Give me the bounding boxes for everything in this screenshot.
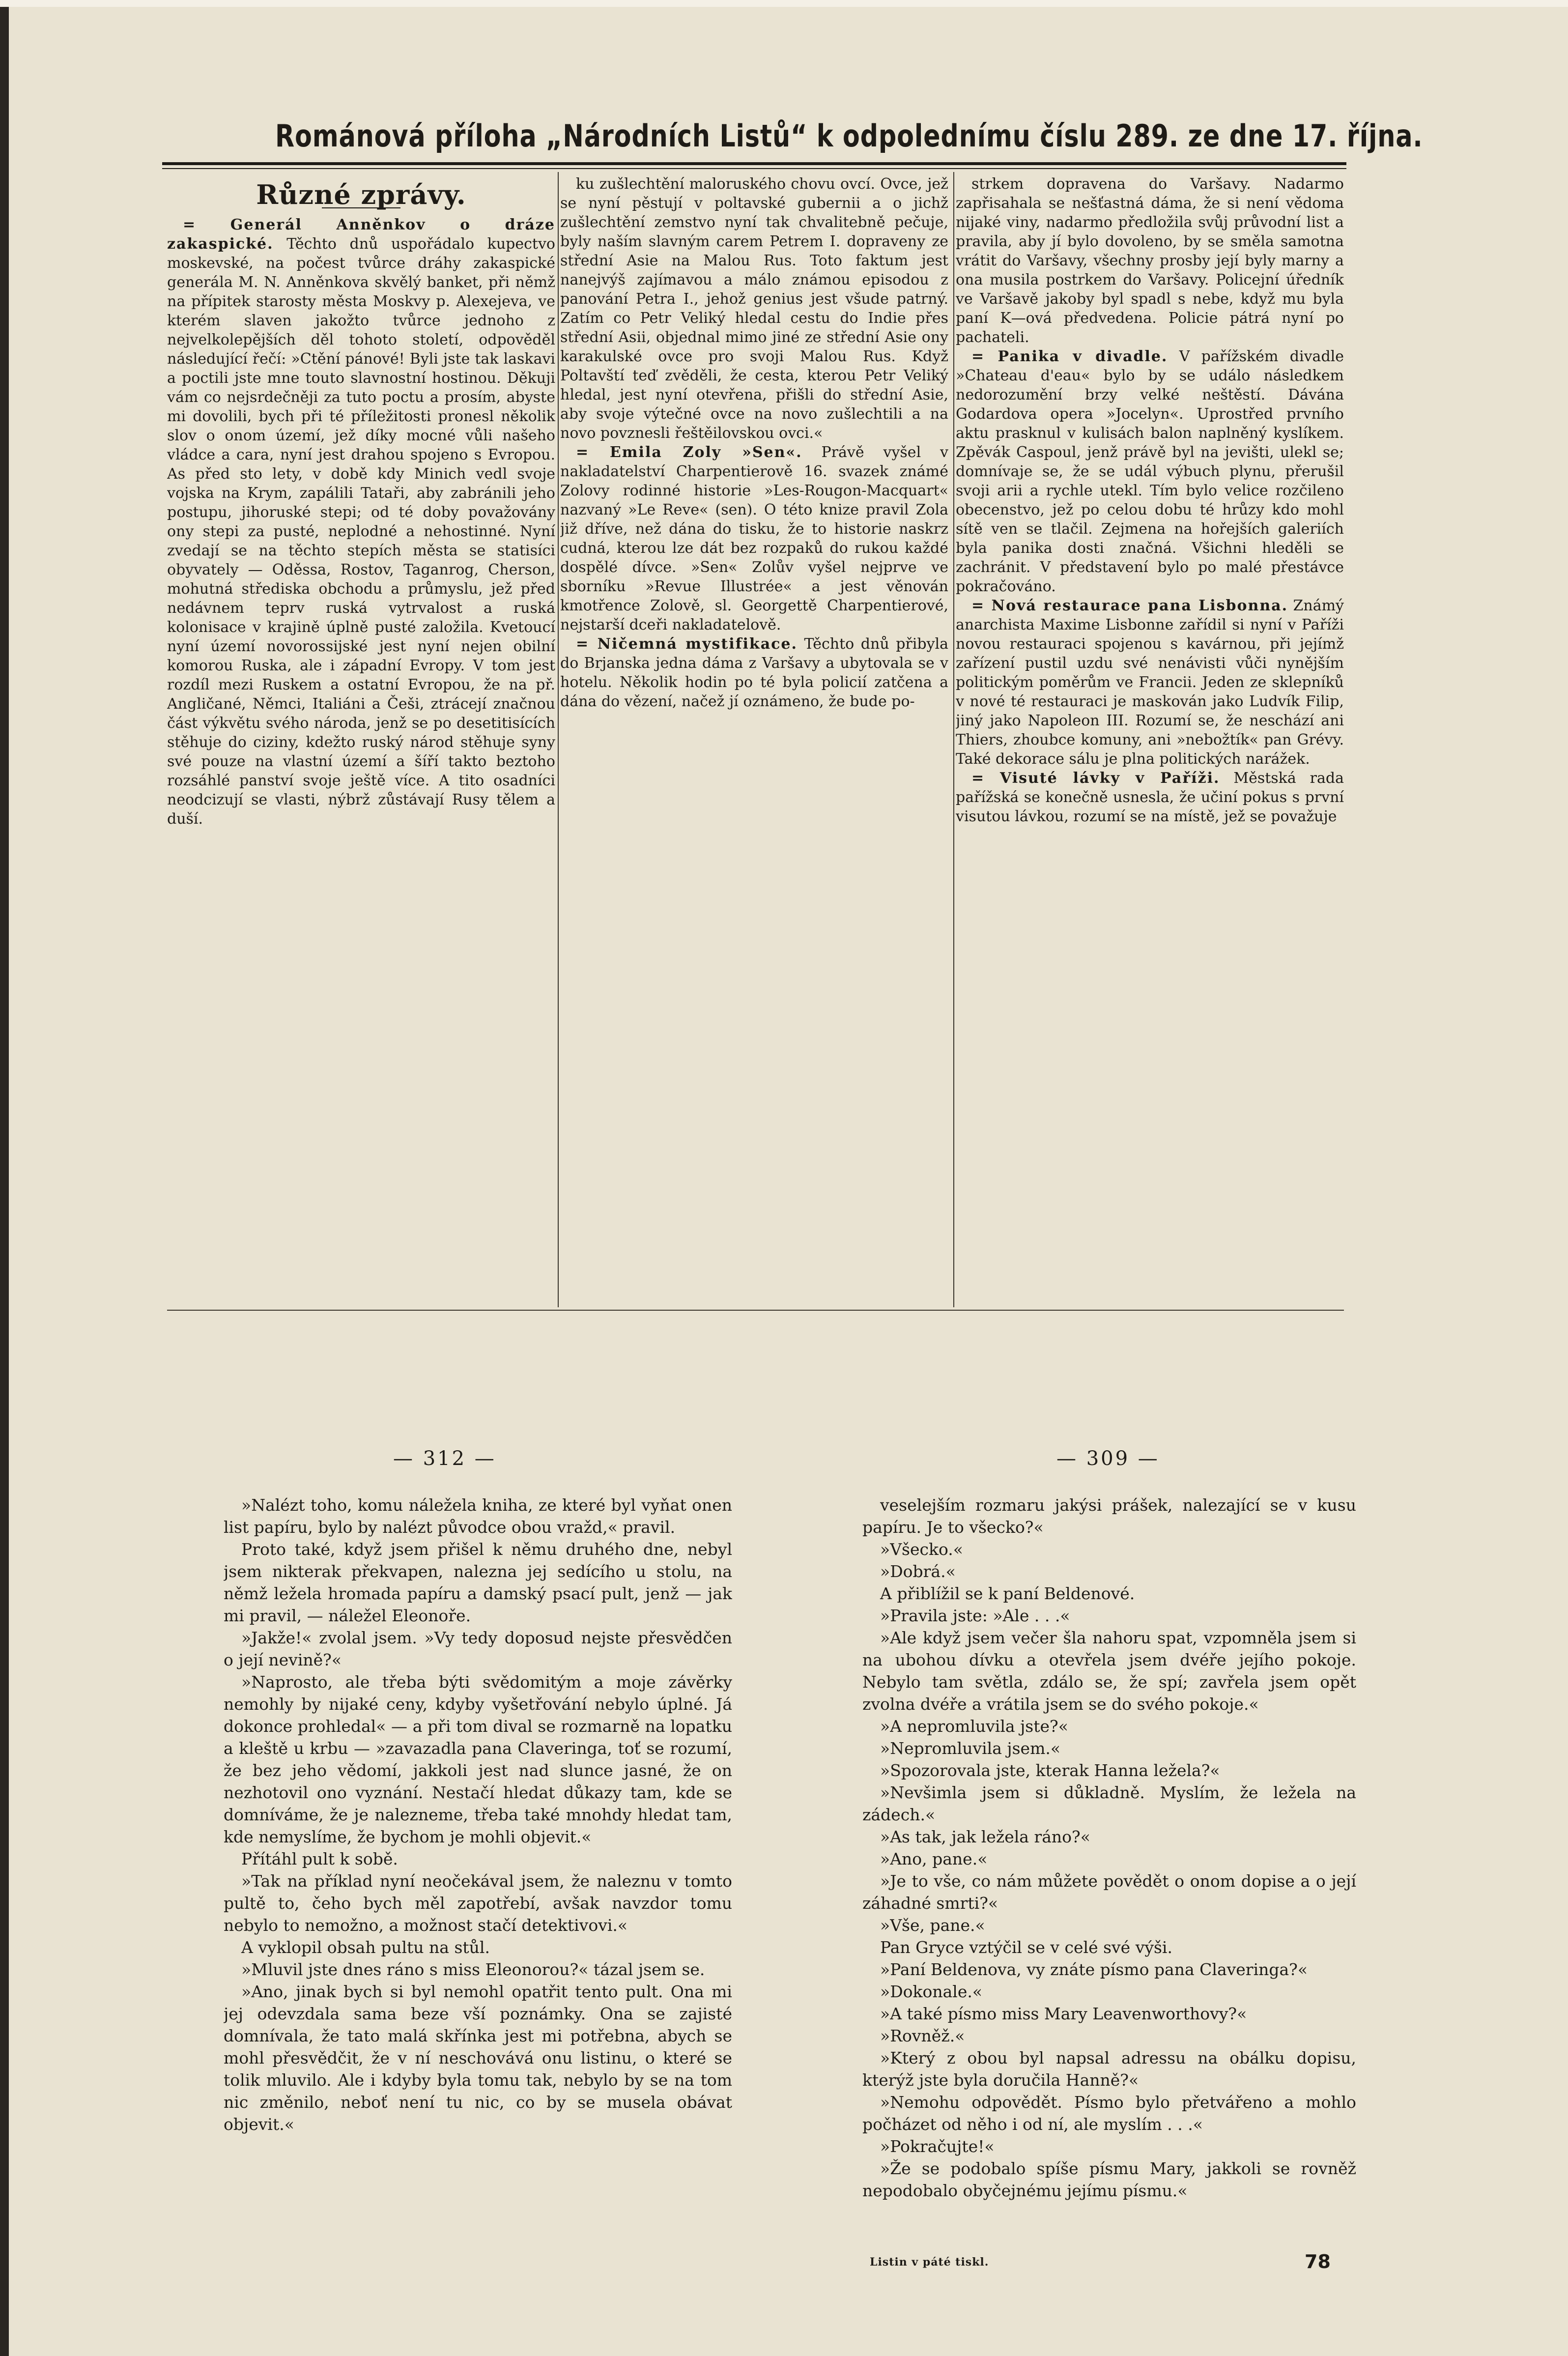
book-paragraph: »Tak na příklad nyní neočekával jsem, že naleznu v tomto pultě to, čeho bych měl zapotřebí, avšak navzdor tomu nebylo to nemožno, a možnost stačí detektivovi.« — [224, 1871, 732, 1935]
book-paragraph: veselejším rozmaru jakýsi prášek, nalezající se v kusu papíru. Je to všecko?« — [862, 1495, 1356, 1537]
news-item-text: Městská rada pařížská se konečně usnesla, že učiní pokus s první visutou lávkou, rozumí se na místě, jež se považuje — [956, 770, 1344, 825]
book-paragraph: »Spozorovala jste, kterak Hanna ležela?« — [880, 1761, 1220, 1780]
book-paragraph: »Který z obou byl napsal adressu na obálku dopisu, kterýž jste byla doručila Hanně?« — [862, 2048, 1356, 2090]
book-paragraph: »Všecko.« — [880, 1540, 963, 1559]
news-item-heading: = Nová restaurace pana Lisbonna. — [971, 597, 1288, 614]
news-item-text: V pařížském divadle »Chateau d'eau« bylo by se událo následkem nedorozumění brzy velké neštěstí. Dávána Godardova opera »Jocelyn«. Uprostřed prvního aktu prasknul v kulisách balon naplněný kyslíkem. Zpěvák Caspoul, jenž právě byl na jevišti, ulekl se; domnívaje se, že se udál výbuch plynu, přerušil svoji arii a rychle utekl. Tím bylo velice rozčileno obecenstvo, jež po celou dobu té hrůzy kdo mohl sítě ven se tlačil. Zejmena na hořejších galeriích byla panika dosti značná. Všichni hleděli se zachránit. V představení bylo po malé přestávce pokračováno. — [956, 348, 1344, 595]
header-rule-thin — [162, 168, 1346, 169]
news-item-heading: = Panika v divadle. — [971, 348, 1168, 365]
scan-edge — [0, 0, 9, 2356]
news-item — [560, 443, 948, 634]
section-title: Různé zprávy. — [256, 179, 466, 210]
scan-margin — [0, 0, 1568, 7]
book-paragraph: »Jakže!« zvolal jsem. »Vy tedy doposud nejste přesvědčen o její nevině?« — [224, 1628, 732, 1669]
page-number-left: — 312 — — [393, 1447, 496, 1470]
book-paragraph: »Rovněž.« — [880, 2026, 965, 2045]
news-item — [956, 769, 1344, 826]
page-bottom-rule — [167, 1310, 1344, 1311]
column-body — [956, 174, 1344, 826]
news-item-text: Těchto dnů přibyla do Brjanska jedna dáma z Varšavy a ubytovala se v hotelu. Několik hodin po té byla policií zatčena a dána do vězení, načež jí oznámeno, že bude po- — [560, 635, 948, 710]
book-paragraph: »Mluvil jste dnes ráno s miss Eleonorou?« tázal jsem se. — [241, 1960, 705, 1979]
book-paragraph: »Vše, pane.« — [880, 1916, 985, 1935]
book-paragraph: »Pravila jste: »Ale . . .« — [880, 1606, 1070, 1625]
news-item — [560, 634, 948, 711]
book-paragraph: »Dobrá.« — [880, 1562, 956, 1581]
news-item-heading: = Emila Zoly »Sen«. — [576, 444, 802, 461]
book-page-left — [224, 1494, 732, 2344]
news-item-heading: = Generál Anněnkov o dráze zakaspické. — [167, 216, 555, 253]
news-column-2 — [560, 174, 948, 1305]
printer-signature: Listin v páté tiskl. — [870, 2256, 989, 2269]
news-item-heading: = Visuté lávky v Paříži. — [971, 770, 1220, 787]
book-paragraph: Přítáhl pult k sobě. — [241, 1849, 398, 1868]
book-paragraph: Proto také, když jsem přišel k němu druhého dne, nebyl jsem nikterak překvapen, nalezna jej sedícího u stolu, na němž ležela hromada papíru a damský psací pult, jenž — jak mi pravil, — náležel Eleonoře. — [224, 1540, 732, 1625]
book-paragraph: »Pokračujte!« — [880, 2137, 995, 2156]
book-paragraph: »Ale když jsem večer šla nahoru spat, vzpomněla jsem si na ubohou dívku a otevřela jsem dvéře jejího pokoje. Nebylo tam světla, zdálo se, že spí; zavřela jsem opět zvolna dvéře a vrátila jsem se do svého pokoje.« — [862, 1628, 1356, 1714]
column-rule — [558, 172, 559, 1307]
news-item — [956, 347, 1344, 596]
header-rule — [162, 162, 1346, 165]
news-column-1 — [167, 174, 555, 1305]
book-paragraph: »Ano, jinak bych si byl nemohl opatřit tento pult. Ona mi jej odevzdala sama beze vší poznámky. Ona se zajisté domnívala, že tato malá skřínka jest mi potřebna, abych se mohl přesvědčit, že v ní neschovává onu listinu, o které se tolik mluvilo. Ale i kdyby byla tomu tak, nebylo by se na tom nic změnilo, neboť není tu nic, co by se musela obávat objevit.« — [224, 1982, 732, 2134]
news-item-text: Známý anarchista Maxime Lisbonne zařídil si nyní v Paříži novou restauraci spojenou s kavárnou, při jejímž zařízení pustil uzdu své nenávisti vůči nynějším politickým poměrům ve Francii. Jeden ze sklepníků v nové té restauraci je maskován jako Ludvík Filip, jiný jako Napoleon III. Rozumí se, že neschází ani Thiers, zhoubce komuny, ani »nebožtík« pan Grévy. Také dekorace sálu je plna politických narážek. — [956, 597, 1344, 768]
news-column-3 — [956, 174, 1344, 1305]
book-paragraph: »Že se podobalo spíše písmu Mary, jakkoli se rovněž nepodobalo obyčejnému jejímu písmu.« — [862, 2159, 1356, 2200]
news-item-text: Právě vyšel v nakladatelství Charpentierově 16. svazek známé Zolovy rodinné historie »Les-Rougon-Macquart« nazvaný »Le Reve« (sen). O této knize pravil Zola již dříve, než dána do tisku, že to historie naskrz cudná, kterou lze dát bez rozpaků do rukou každé dospělé dívce. »Sen« Zolův vyšel nejprve ve sborníku »Revue Illustrée« a jest věnován kmotřence Zolově, sl. Georgettě Charpentierové, nejstarší dceři nakladatelově. — [560, 444, 948, 633]
book-paragraph: A vyklopil obsah pultu na stůl. — [241, 1938, 490, 1957]
book-paragraph: »Nevšimla jsem si důkladně. Myslím, že ležela na zádech.« — [862, 1783, 1356, 1824]
book-paragraph: »Dokonale.« — [880, 1982, 983, 2001]
news-item — [956, 596, 1344, 769]
book-paragraph: »Ano, pane.« — [880, 1849, 988, 1868]
news-item-text: strkem dopravena do Varšavy. Nadarmo zapřisahala se nešťastná dáma, že si není vědoma nijaké viny, nadarmo předložila svůj průvodní list a pravila, aby jí bylo dovoleno, by se směla samotna vrátit do Varšavy, všechny prosby její byly marny a ona musila postrkem do Varšavy. Policejní úředník ve Varšavě jakoby byl spadl s nebe, když mu byla paní K—ová předvedena. Policie pátrá nyní po pachateli. — [956, 175, 1344, 346]
supplement-header: Románová příloha „Národních Listů“ k odpolednímu číslu 289. ze dne 17. října. — [275, 118, 1423, 154]
column-body — [167, 215, 555, 829]
book-page-right — [862, 1494, 1356, 2344]
book-paragraph: »Nepromluvila jsem.« — [880, 1739, 1061, 1758]
book-paragraph: »A také písmo miss Mary Leavenworthovy?« — [880, 2004, 1247, 2023]
sheet-number: 78 — [1305, 2251, 1331, 2272]
news-item-text: ku zušlechtění maloruského chovu ovcí. Ovce, jež se nyní pěstují v poltavské gubernii a o jichž zušlechtění zemstvo nyní tak chvalitebně pečuje, byly naším slavným carem Petrem I. dopraveny ze střední Asie na Malou Rus. Toto faktum jest nanejvýš zajímavou a málo známou episodou z panování Petra I., jehož genius jest všude patrný. Zatím co Petr Veliký hledal cestu do Indie přes střední Asii, objednal mimo jiné ze střední Asie ony karakulské ovce pro svoji Malou Rus. Když Poltavští teď zvěděli, že cesta, kterou Petr Veliký hledal, jest nyní otevřena, přišli do střední Asie, aby svoje výtečné ovce na novo zušlechtili a na novo povznesli řeštěilovskou ovci.« — [560, 175, 948, 442]
book-paragraph: »Nemohu odpovědět. Písmo bylo přetvářeno a mohlo počházet od něho i od ní, ale myslím . . .« — [862, 2093, 1356, 2134]
book-paragraph: A přiblížil se k paní Beldenové. — [880, 1584, 1135, 1603]
book-paragraph: »Naprosto, ale třeba býti svědomitým a moje závěrky nemohly by nijaké ceny, kdyby vyšetřování nebylo úplné. Já dokonce prohledal« — a při tom dival se rozmarně na lopatku a kleště u krbu — »zavazadla pana Claveringa, toť se rozumí, že bez jeho vědomí, jakkoli jest nad slunce jasné, že on nezhotovil ono vyznání. Nestačí hledat důkazy tam, kde se domníváme, že je nalezneme, třeba také mnohdy hledat tam, kde nemyslíme, že bychom je mohli objevit.« — [224, 1672, 732, 1846]
news-item — [167, 215, 555, 829]
column-rule — [953, 172, 954, 1307]
news-item-heading: = Ničemná mystifikace. — [576, 635, 798, 653]
book-paragraph: »A nepromluvila jste?« — [880, 1717, 1068, 1736]
book-paragraph: »Paní Beldenova, vy znáte písmo pana Claveringa?« — [880, 1960, 1308, 1979]
news-item — [560, 174, 948, 443]
book-paragraph: »Nalézt toho, komu náležela kniha, ze které byl vyňat onen list papíru, bylo by nalézt původce obou vražd,« pravil. — [224, 1495, 732, 1537]
news-item — [956, 174, 1344, 347]
column-body — [560, 174, 948, 711]
book-paragraph: »As tak, jak ležela ráno?« — [880, 1827, 1090, 1846]
book-paragraph: Pan Gryce vztýčil se v celé své výši. — [880, 1938, 1172, 1957]
page-number-right: — 309 — — [1056, 1447, 1160, 1470]
book-paragraph: »Je to vše, co nám můžete povědět o onom dopise a o její záhadné smrti?« — [862, 1871, 1356, 1913]
news-item-text: Těchto dnů uspořádalo kupectvo moskevské, na počest tvůrce dráhy zakaspické generála M. N. Anněnkova skvělý banket, při němž na přípitek starosty města Moskvy p. Alexejeva, ve kterém slaven jakožto tvůrce jednoho z nejvelkolepějších děl tohoto století, odpověděl následující řečí: »Ctění pánové! Byli jste tak laskavi a poctili jste mne touto slavnostní hostinou. Děkuji vám co nejsrdečněji za tuto poctu a prosím, abyste mi dovolili, bych při té příležitosti pronesl několik slov o onom území, jež díky mocné vůli našeho vládce a cara, nyní jest drahou spojeno s Evropou. As před sto lety, v době kdy Minich vedl svoje vojska na Krym, zapálili Tataři, aby zabránili jeho postupu, jihoruské stepi; od té doby považovány ony stepi za pusté, neplodné a nehostinné. Nyní zvedají se na těchto stepích města se statisíci obyvately — Oděssa, Rostov, Taganrog, Cherson, mohutná střediska obchodu a průmyslu, jež před nedávnem teprv ruská vytrvalost a ruská kolonisace v krajině úplně pusté založila. Kvetoucí nyní území novorossijské jest nyní nejen obilní komorou Ruska, ale i západní Evropy. V tom jest rozdíl mezi Ruskem a ostatní Evropou, že na př. Angličané, Němci, Italiáni a Češi, ztrácejí značnou část výkvětu svého národa, jenž se po desetitisících stěhuje do ciziny, kdežto ruský národ stěhuje syny své pouze na vlastní území a šíří takto beztoho rozsáhlé panství svoje ještě více. A tito osadníci neodcizují se vlasti, nýbrž zůstávají Rusy tělem a duší. — [167, 235, 555, 828]
